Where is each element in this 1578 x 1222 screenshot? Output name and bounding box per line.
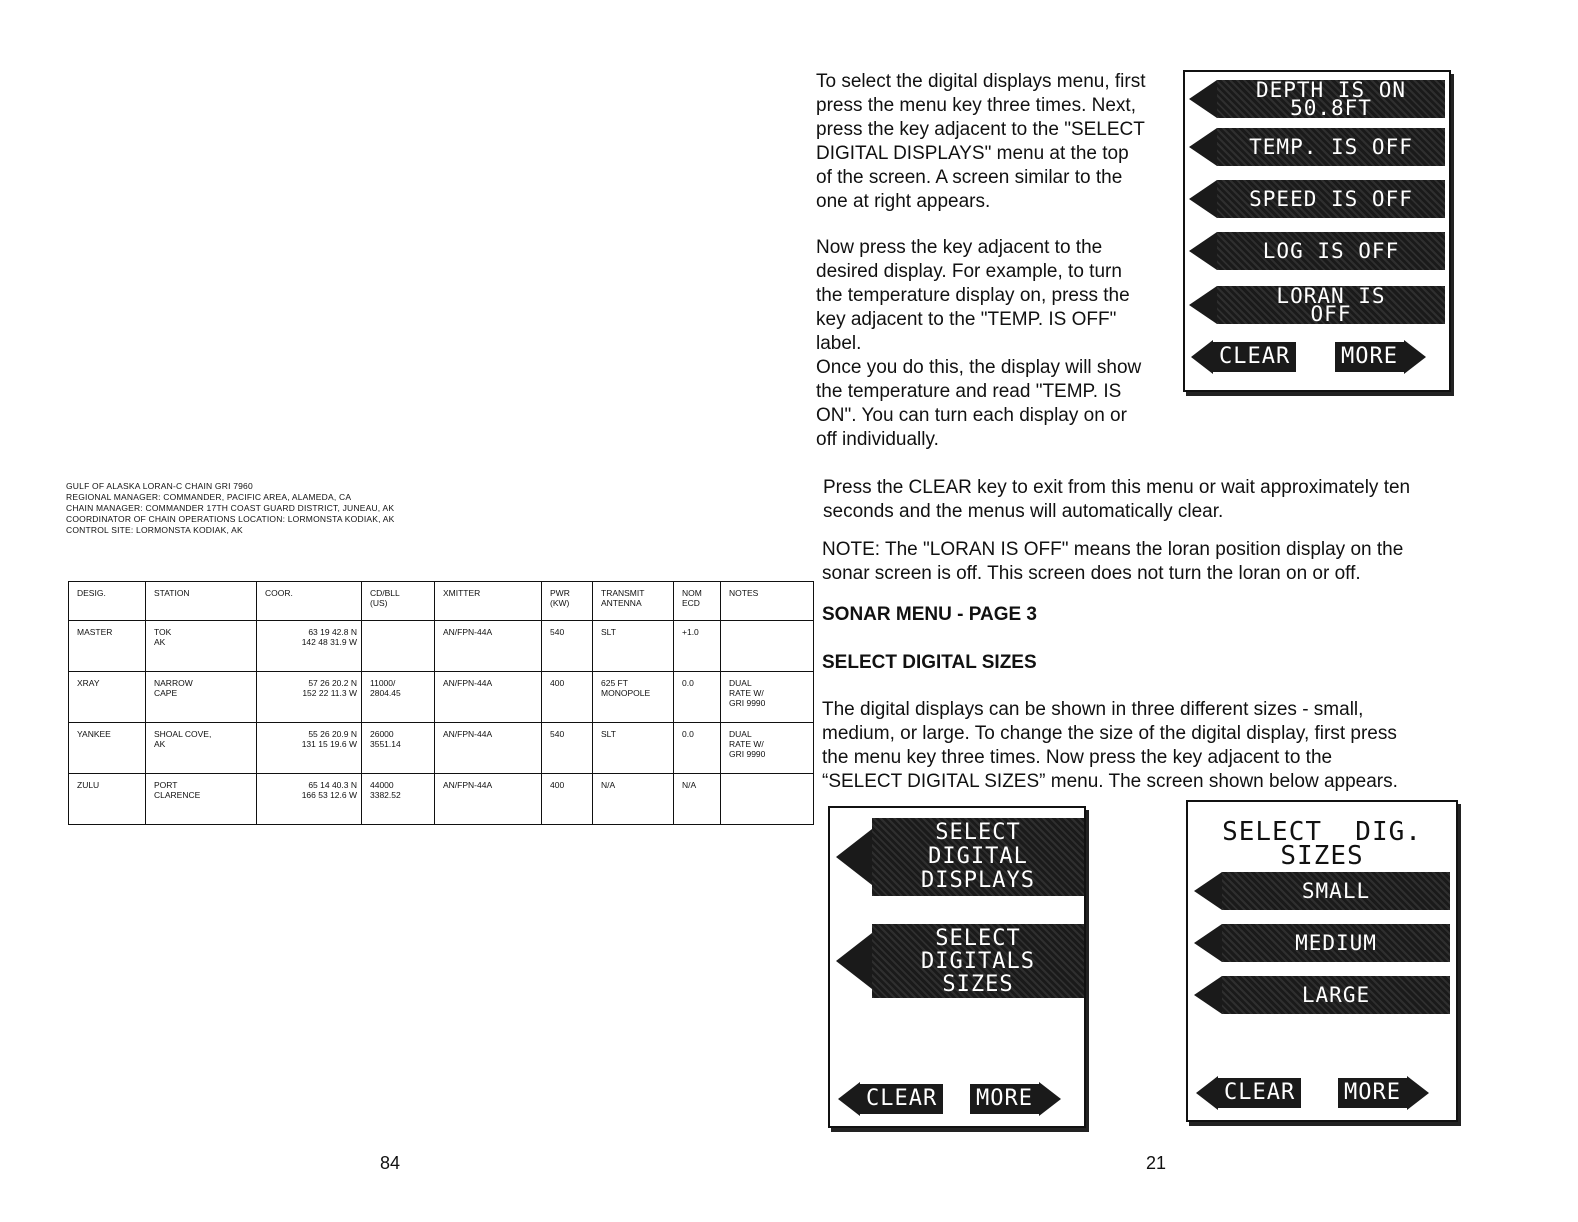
table-cell (362, 621, 435, 672)
table-cell: 26000 3551.14 (362, 723, 435, 774)
more-button[interactable] (1338, 1076, 1429, 1110)
heading-select-digital-sizes: SELECT DIGITAL SIZES (822, 652, 1037, 673)
table-cell: +1.0 (674, 621, 721, 672)
note (822, 538, 1403, 586)
chain-info-line: CONTROL SITE: LORMONSTA KODIAK, AK (66, 525, 243, 535)
table-header-cell: DESIG. (69, 582, 146, 621)
table-cell: MASTER (69, 621, 146, 672)
paragraph-digital-sizes (822, 698, 1398, 794)
paragraph-clear (823, 476, 1410, 524)
table-body (69, 621, 814, 825)
table-cell: N/A (674, 774, 721, 825)
table-cell: AN/FPN-44A (435, 672, 542, 723)
table-cell (721, 774, 814, 825)
table-header-cell: NOTES (721, 582, 814, 621)
text-line: press the key adjacent to the "SELECT (816, 119, 1145, 140)
arrow-right-icon (1039, 1082, 1061, 1116)
more-button[interactable] (1335, 340, 1426, 374)
text-line: DIGITAL DISPLAYS" menu at the top (816, 143, 1129, 164)
paragraph-select-displays (816, 70, 1146, 214)
table-cell: 0.0 (674, 723, 721, 774)
text-line: NOTE: The "LORAN IS OFF" means the loran position display on the (822, 539, 1404, 560)
table-cell: 63 19 42.8 N 142 48 31.9 W (257, 621, 362, 672)
menu-item-select-digital-sizes[interactable] (836, 924, 1084, 998)
lcd-screen-digital-displays (1183, 70, 1451, 392)
lcd-screen-sonar-menu (828, 806, 1086, 1128)
table-cell: 625 FT MONOPOLE (593, 672, 674, 723)
arrow-left-icon (1189, 232, 1217, 270)
menu-item-log[interactable] (1189, 232, 1445, 270)
table-cell: 55 26 20.9 N 131 15 19.6 W (257, 723, 362, 774)
table-header-cell: PWR (KW) (542, 582, 593, 621)
clear-button[interactable] (1191, 340, 1296, 374)
menu-item-label: SELECT DIGITAL DISPLAYS (872, 818, 1084, 896)
menu-item-label: SMALL (1222, 872, 1450, 910)
table-cell: XRAY (69, 672, 146, 723)
lcd-screen-digital-sizes (1186, 800, 1458, 1122)
arrow-left-icon (1189, 80, 1217, 118)
clear-label: CLEAR (1218, 1078, 1301, 1108)
menu-item-small[interactable] (1194, 872, 1450, 910)
clear-button[interactable] (838, 1082, 943, 1116)
table-cell: 540 (542, 723, 593, 774)
table-cell: ZULU (69, 774, 146, 825)
text-line: the temperature and read "TEMP. IS (816, 381, 1122, 402)
text-line: the temperature display on, press the (816, 285, 1130, 306)
arrow-left-icon (836, 829, 872, 885)
table-cell: 0.0 (674, 672, 721, 723)
table-cell: 400 (542, 774, 593, 825)
text-line: To select the digital displays menu, first (816, 71, 1146, 92)
arrow-left-icon (1196, 1076, 1218, 1110)
menu-item-label: LOG IS OFF (1217, 232, 1445, 270)
chain-info-line: REGIONAL MANAGER: COMMANDER, PACIFIC AREA, ALAMEDA, CA (66, 492, 352, 502)
table-row (69, 774, 814, 825)
menu-item-medium[interactable] (1194, 924, 1450, 962)
table-header-cell: NOM ECD (674, 582, 721, 621)
paragraph-toggle-display (816, 236, 1141, 452)
table-cell: 11000/ 2804.45 (362, 672, 435, 723)
table-cell: DUAL RATE W/ GRI 9990 (721, 723, 814, 774)
table-header-row (69, 582, 814, 621)
table-cell: SLT (593, 621, 674, 672)
table-header-cell: CD/BLL (US) (362, 582, 435, 621)
text-line: of the screen. A screen similar to the (816, 167, 1123, 188)
arrow-left-icon (1194, 976, 1222, 1014)
page-number-left: 84 (380, 1153, 401, 1173)
text-line: sonar screen is off. This screen does not turn the loran on or off. (822, 563, 1361, 584)
page-number-right: 21 (1146, 1153, 1167, 1173)
clear-button[interactable] (1196, 1076, 1301, 1110)
table-cell: 44000 3382.52 (362, 774, 435, 825)
screen-title: SELECT DIG. SIZES (1222, 817, 1422, 871)
more-label: MORE (1335, 342, 1404, 372)
table-row (69, 672, 814, 723)
more-label: MORE (1338, 1078, 1407, 1108)
table-header-cell: STATION (146, 582, 257, 621)
menu-item-label: TEMP. IS OFF (1217, 128, 1445, 166)
table-cell: SHOAL COVE, AK (146, 723, 257, 774)
loran-chain-table (68, 581, 814, 825)
chain-info-line: GULF OF ALASKA LORAN-C CHAIN GRI 7960 (66, 481, 253, 491)
menu-item-speed[interactable] (1189, 180, 1445, 218)
table-cell: AN/FPN-44A (435, 723, 542, 774)
text-line: ON". You can turn each display on or (816, 405, 1127, 426)
table-header-cell: TRANSMIT ANTENNA (593, 582, 674, 621)
menu-item-label: LORAN IS OFF (1217, 286, 1445, 324)
clear-label: CLEAR (860, 1084, 943, 1114)
table-row (69, 621, 814, 672)
arrow-left-icon (1189, 128, 1217, 166)
arrow-left-icon (836, 933, 872, 989)
menu-item-label: SELECT DIGITALS SIZES (872, 924, 1084, 998)
table-cell: 57 26 20.2 N 152 22 11.3 W (257, 672, 362, 723)
table-cell: NARROW CAPE (146, 672, 257, 723)
arrow-right-icon (1407, 1076, 1429, 1110)
arrow-left-icon (1189, 286, 1217, 324)
text-line: Now press the key adjacent to the (816, 237, 1103, 258)
chain-info-line: CHAIN MANAGER: COMMANDER 17TH COAST GUARD DISTRICT, JUNEAU, AK (66, 503, 395, 513)
menu-item-label: SPEED IS OFF (1217, 180, 1445, 218)
menu-item-loran[interactable] (1189, 286, 1445, 324)
text-line: label. (816, 333, 862, 354)
text-line: seconds and the menus will automatically clear. (823, 501, 1224, 522)
chain-info-line: COORDINATOR OF CHAIN OPERATIONS LOCATION: LORMONSTA KODIAK, AK (66, 514, 395, 524)
clear-label: CLEAR (1213, 342, 1296, 372)
table-cell: N/A (593, 774, 674, 825)
table-row (69, 723, 814, 774)
table-cell: 540 (542, 621, 593, 672)
table-cell: 400 (542, 672, 593, 723)
menu-item-temp[interactable] (1189, 128, 1445, 166)
table-cell: 65 14 40.3 N 166 53 12.6 W (257, 774, 362, 825)
text-line: one at right appears. (816, 191, 991, 212)
table-cell: AN/FPN-44A (435, 621, 542, 672)
more-button[interactable] (970, 1082, 1061, 1116)
table-cell (721, 621, 814, 672)
arrow-left-icon (1194, 872, 1222, 910)
arrow-left-icon (1189, 180, 1217, 218)
text-line: press the menu key three times. Next, (816, 95, 1136, 116)
menu-item-select-digital-displays[interactable] (836, 818, 1084, 896)
chain-info (66, 481, 395, 536)
menu-item-depth[interactable] (1189, 80, 1445, 118)
arrow-right-icon (1404, 340, 1426, 374)
table-header-cell: XMITTER (435, 582, 542, 621)
menu-item-label: MEDIUM (1222, 924, 1450, 962)
text-line: key adjacent to the "TEMP. IS OFF" (816, 309, 1117, 330)
table-cell: AN/FPN-44A (435, 774, 542, 825)
arrow-left-icon (1191, 340, 1213, 374)
table-cell: DUAL RATE W/ GRI 9990 (721, 672, 814, 723)
text-line: the menu key three times. Now press the key adjacent to the (822, 747, 1333, 768)
text-line: Once you do this, the display will show (816, 357, 1142, 378)
text-line: medium, or large. To change the size of the digital display, first press (822, 723, 1397, 744)
table-cell: SLT (593, 723, 674, 774)
text-line: The digital displays can be shown in three different sizes - small, (822, 699, 1364, 720)
text-line: “SELECT DIGITAL SIZES” menu. The screen shown below appears. (822, 771, 1398, 792)
more-label: MORE (970, 1084, 1039, 1114)
table-header-cell: COOR. (257, 582, 362, 621)
menu-item-label: LARGE (1222, 976, 1450, 1014)
heading-sonar-menu: SONAR MENU - PAGE 3 (822, 604, 1038, 625)
arrow-left-icon (838, 1082, 860, 1116)
arrow-left-icon (1194, 924, 1222, 962)
text-line: desired display. For example, to turn (816, 261, 1122, 282)
text-line: off individually. (816, 429, 939, 450)
menu-item-label: DEPTH IS ON 50.8FT (1217, 80, 1445, 118)
table-cell: TOK AK (146, 621, 257, 672)
table-cell: PORT CLARENCE (146, 774, 257, 825)
menu-item-large[interactable] (1194, 976, 1450, 1014)
text-line: Press the CLEAR key to exit from this menu or wait approximately ten (823, 477, 1411, 498)
table-cell: YANKEE (69, 723, 146, 774)
